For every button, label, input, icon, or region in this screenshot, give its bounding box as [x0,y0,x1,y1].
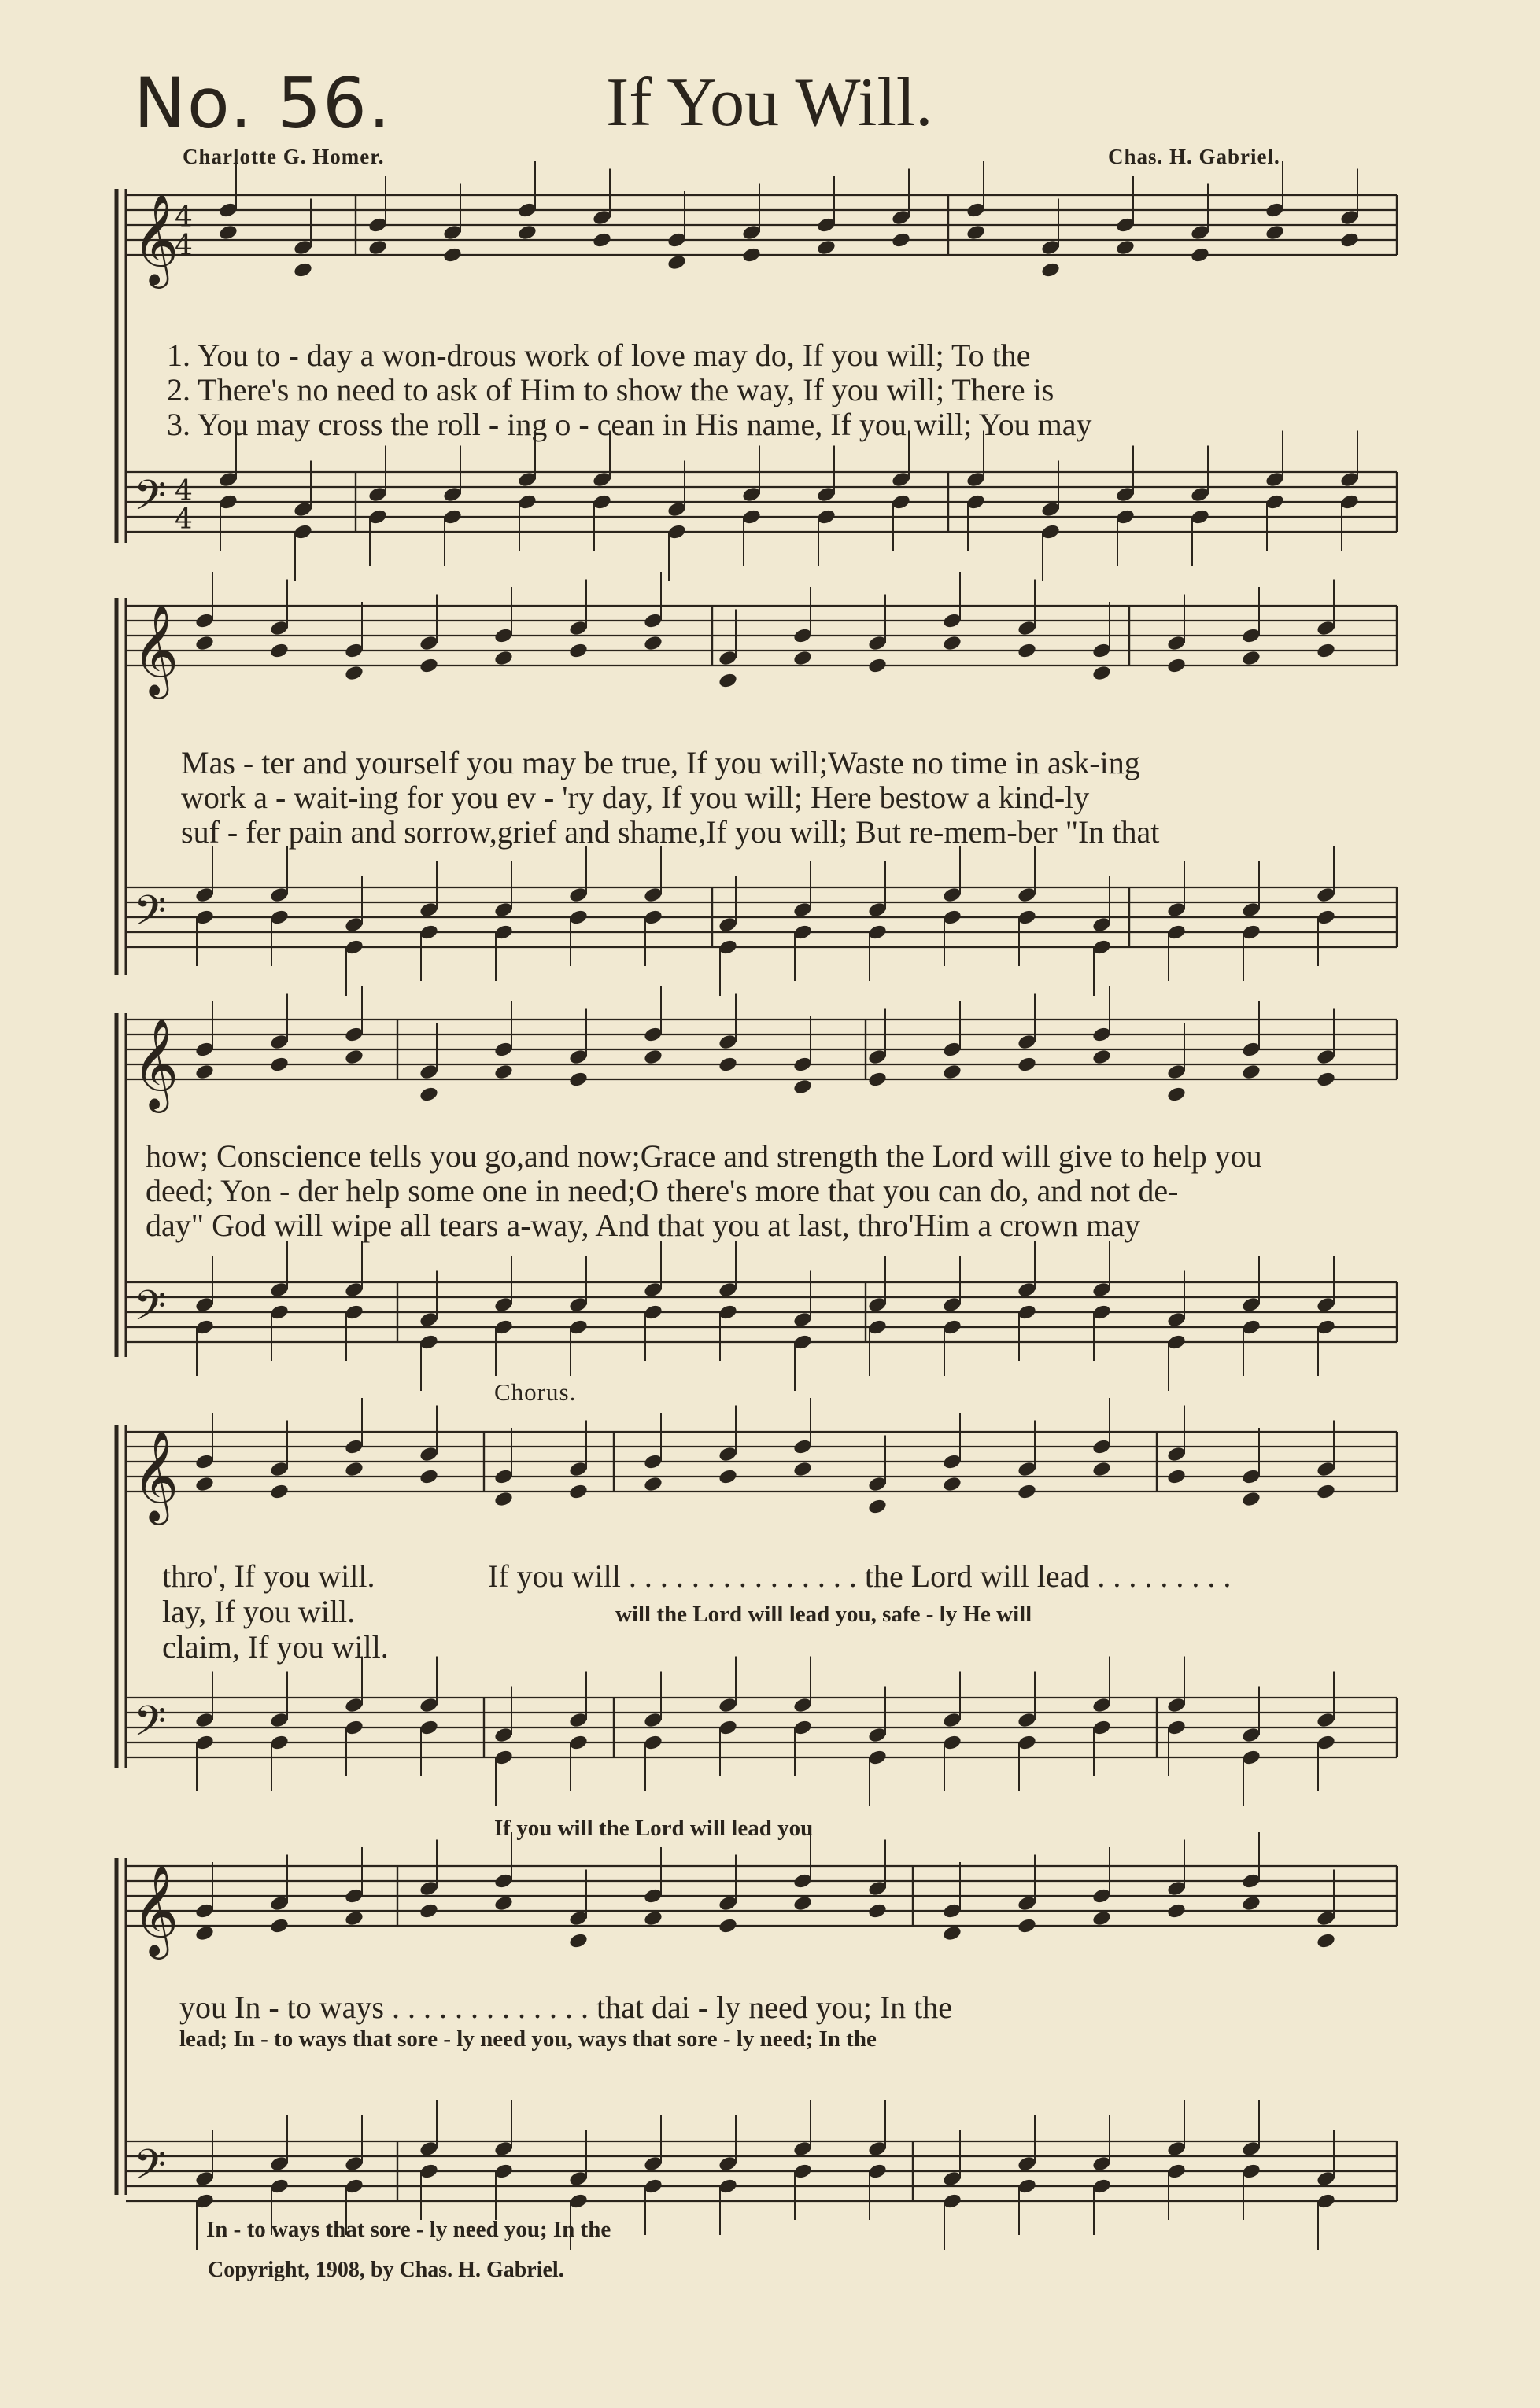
alto-note [1091,664,1112,681]
bass-clef: 𝄢 [134,1282,167,1340]
alto-note [269,1917,290,1934]
verse3-line2: suf - fer pain and sorrow,grief and shame,If you will; But re-mem-ber "In that [181,814,1160,850]
alto-note [218,223,238,241]
alto-note [344,1909,364,1927]
alto-note [568,1483,589,1500]
alto-note [493,1063,514,1080]
time-signature: 4 [175,503,193,536]
alto-note [194,1475,215,1492]
alto-note [867,1498,888,1515]
alto-note [269,642,290,659]
alto-note [1316,1483,1336,1500]
alto-note [1241,649,1261,666]
hymn-title: If You Will. [606,65,933,141]
alto-note [867,657,888,674]
alto-note [867,1071,888,1088]
alto-note [367,238,388,256]
alto-note [942,634,962,651]
alto-note [1166,657,1187,674]
verse2-line4: lay, If you will. [162,1594,356,1629]
alto-note [1166,1086,1187,1103]
alto-note [1316,1932,1336,1949]
alto-note [592,231,612,249]
alto-note [419,1468,439,1485]
time-signature: 4 [175,201,193,234]
alto-note [1241,1063,1261,1080]
alto-note [194,1063,215,1080]
alto-note [194,634,215,651]
alto-note [792,1460,813,1477]
chorus-line1-soprano: If you will . . . . . . . . . . . . . . . the Lord will lead . . . . . . . . . [488,1558,1232,1594]
alto-note [942,1924,962,1942]
alto-note [1017,1917,1037,1934]
alto-note [643,1909,663,1927]
alto-note [493,649,514,666]
alto-note [792,1894,813,1912]
alto-note [792,1078,813,1095]
treble-clef: 𝄞 [132,1429,179,1521]
alto-note [1040,261,1061,278]
hymn-number: No. 56. [134,63,393,144]
alto-note [493,1894,514,1912]
composer-credit: Chas. H. Gabriel. [1108,145,1280,168]
alto-note [269,1056,290,1073]
time-signature: 4 [175,230,193,262]
alto-note [667,253,687,271]
alto-note [1017,642,1037,659]
bass-clef: 𝄢 [134,1698,167,1756]
alto-note [1241,1894,1261,1912]
alto-note [344,1460,364,1477]
alto-note [517,223,537,241]
alto-note [1091,1048,1112,1065]
alto-note [568,1071,589,1088]
alto-note [1091,1460,1112,1477]
verse1-line2: Mas - ter and yourself you may be true, If you will;Waste no time in ask-ing [181,745,1140,780]
alto-note [1166,1902,1187,1919]
time-signature: 4 [175,475,193,507]
alto-note [1265,223,1285,241]
alto-note [493,1490,514,1507]
verse3-line4: claim, If you will. [162,1629,389,1665]
alto-note [966,223,986,241]
bass-clef: 𝄢 [134,472,167,530]
verse2-line3: deed; Yon - der help some one in need;O there's more that you can do, and not de- [146,1173,1179,1208]
alto-note [1316,1071,1336,1088]
alto-note [442,246,463,264]
alto-note [942,1475,962,1492]
copyright-notice: Copyright, 1908, by Chas. H. Gabriel. [208,2258,564,2282]
chorus-line1-bass: If you will the Lord will lead you [494,1816,814,1841]
chorus-line1-alto: will the Lord will lead you, safe - ly He will [615,1602,1032,1627]
alto-note [643,1475,663,1492]
alto-note [816,238,836,256]
alto-note [1316,642,1336,659]
chorus-line2-soprano: you In - to ways . . . . . . . . . . . . . that dai - ly need you; In the [179,1989,953,2025]
alto-note [1241,1490,1261,1507]
alto-note [269,1483,290,1500]
alto-note [643,634,663,651]
alto-note [419,657,439,674]
alto-note [1166,1468,1187,1485]
alto-note [1339,231,1360,249]
alto-note [344,664,364,681]
treble-clef: 𝄞 [132,603,179,695]
alto-note [1017,1056,1037,1073]
alto-note [1190,246,1210,264]
chorus-label: Chorus. [494,1378,577,1406]
alto-note [194,1924,215,1942]
alto-note [568,1932,589,1949]
alto-note [419,1902,439,1919]
alto-note [867,1902,888,1919]
treble-clef: 𝄞 [132,193,179,285]
alto-note [741,246,762,264]
bass-clef: 𝄢 [134,887,167,946]
treble-clef: 𝄞 [132,1864,179,1956]
author-credit: Charlotte G. Homer. [183,145,385,168]
alto-note [568,642,589,659]
verse2-line2: work a - wait-ing for you ev - 'ry day, If you will; Here bestow a kind-ly [181,780,1090,815]
verse1-line4: thro', If you will. [162,1558,375,1594]
alto-note [718,1056,738,1073]
alto-note [891,231,911,249]
alto-note [718,1917,738,1934]
verse1-line3: how; Conscience tells you go,and now;Grace and strength the Lord will give to help you [146,1138,1262,1174]
treble-clef: 𝄞 [132,1017,179,1109]
alto-note [792,649,813,666]
verse1-line1: 1. You to - day a won-drous work of love may do, If you will; To the [167,337,1031,373]
verse3-line3: day" God will wipe all tears a-way, And that you at last, thro'Him a crown may [146,1208,1140,1243]
alto-note [718,1468,738,1485]
alto-note [344,1048,364,1065]
bass-clef: 𝄢 [134,2141,167,2200]
alto-note [1091,1909,1112,1927]
alto-note [718,672,738,689]
alto-note [1017,1483,1037,1500]
alto-note [419,1086,439,1103]
alto-note [942,1063,962,1080]
alto-note [643,1048,663,1065]
chorus-line2-alto: lead; In - to ways that sore - ly need you, ways that sore - ly need; In the [179,2026,877,2052]
alto-note [1115,238,1136,256]
verse2-line1: 2. There's no need to ask of Him to show the way, If you will; There is [167,372,1054,407]
chorus-line2-bass: In - to ways that sore - ly need you; In the [206,2217,611,2242]
alto-note [293,261,313,278]
verse3-line1: 3. You may cross the roll - ing o - cean in His name, If you will; You may [167,407,1092,442]
